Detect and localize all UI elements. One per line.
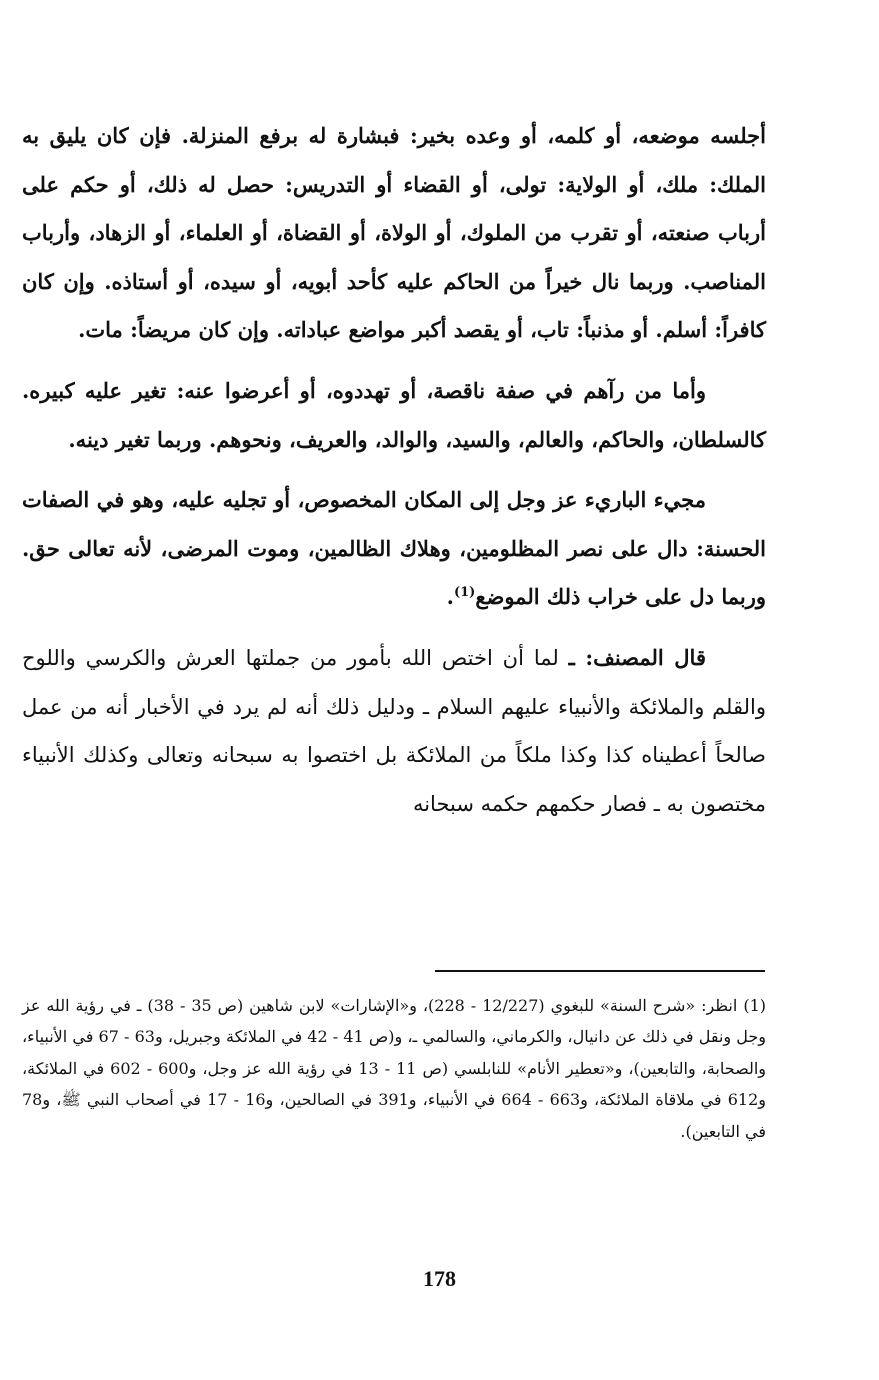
footnote <box>22 990 766 1147</box>
paragraph-3 <box>22 476 766 622</box>
paragraph-4 <box>22 634 766 828</box>
footnote-text: انظر: «شرح السنة» للبغوي (12/227 - 228)، و«الإشارات» لابن شاهين (ص 35 - 38) ـ في رؤية الله عز وجل ونقل في ذلك عن دانيال، والكرماني، والسالمي ـ، و(ص 41 - 42 في الملائكة وجبريل، و63 - 67 في الأنبياء، والصحابة، والتابعين)، و«تعطير الأنام» للنابلسي (ص 11 - 13 في رؤية الله عز وجل، و600 - 602 في الملائكة، و612 في ملاقاة الملائكة، و663 - 664 في الأنبياء، و391 في الصالحين، و16 - 17 في أصحاب النبي ﷺ، و78 في التابعين). <box>22 996 767 1141</box>
paragraph-3-text: مجيء الباريء عز وجل إلى المكان المخصوص، أو تجليه عليه، وهو في الصفات الحسنة: دال على نصر المظلومين، وهلاك الظالمين، وموت المرضى، لأنه تعالى حق. وربما دل على خراب ذلك الموضع <box>22 487 766 610</box>
footnote-separator <box>435 970 765 972</box>
footnote-marker: (1) <box>743 996 767 1015</box>
paragraph-3-end: . <box>446 584 454 610</box>
page-number: 178 <box>423 1266 456 1291</box>
paragraph-4-text: لما أن اختص الله بأمور من جملتها العرش والكرسي واللوح والقلم والملائكة والأنبياء عليهم السلام ـ ودليل ذلك أنه لم يرد في الأخبار أنه من عمل صالحاً أعطيناه كذا وكذا ملكاً من الملائكة بل اختصوا به سبحانه وتعالى وكذلك الأنبياء مختصون به ـ فصار حكمهم حكمه سبحانه <box>22 645 766 816</box>
main-text-block <box>22 112 766 828</box>
paragraph-1: أجلسه موضعه، أو كلمه، أو وعده بخير: فبشارة له برفع المنزلة. فإن كان يليق به الملك: ملك، أو الولاية: تولى، أو القضاء أو التدريس: حصل له ذلك، أو حكم على أرباب صنعته، أو تقرب من الملوك، أو الولاة، أو القضاة، أو العلماء، أو الزهاد، وأرباب المناصب. وربما نال خيراً من الحاكم عليه كأحد أبويه، أو سيده، أو أستاذه. وإن كان كافراً: أسلم. أو مذنباً: تاب، أو يقصد أكبر مواضع عباداته. وإن كان مريضاً: مات. <box>22 123 766 343</box>
paragraph-2: وأما من رآهم في صفة ناقصة، أو تهددوه، أو أعرضوا عنه: تغير عليه كبيره. كالسلطان، والحاكم، والعالم، والسيد، والوالد، والعريف، ونحوهم. وربما تغير دينه. <box>22 377 766 452</box>
footnote-reference: (1) <box>453 585 476 601</box>
author-says-lead: قال المصنف: ـ <box>568 644 706 670</box>
